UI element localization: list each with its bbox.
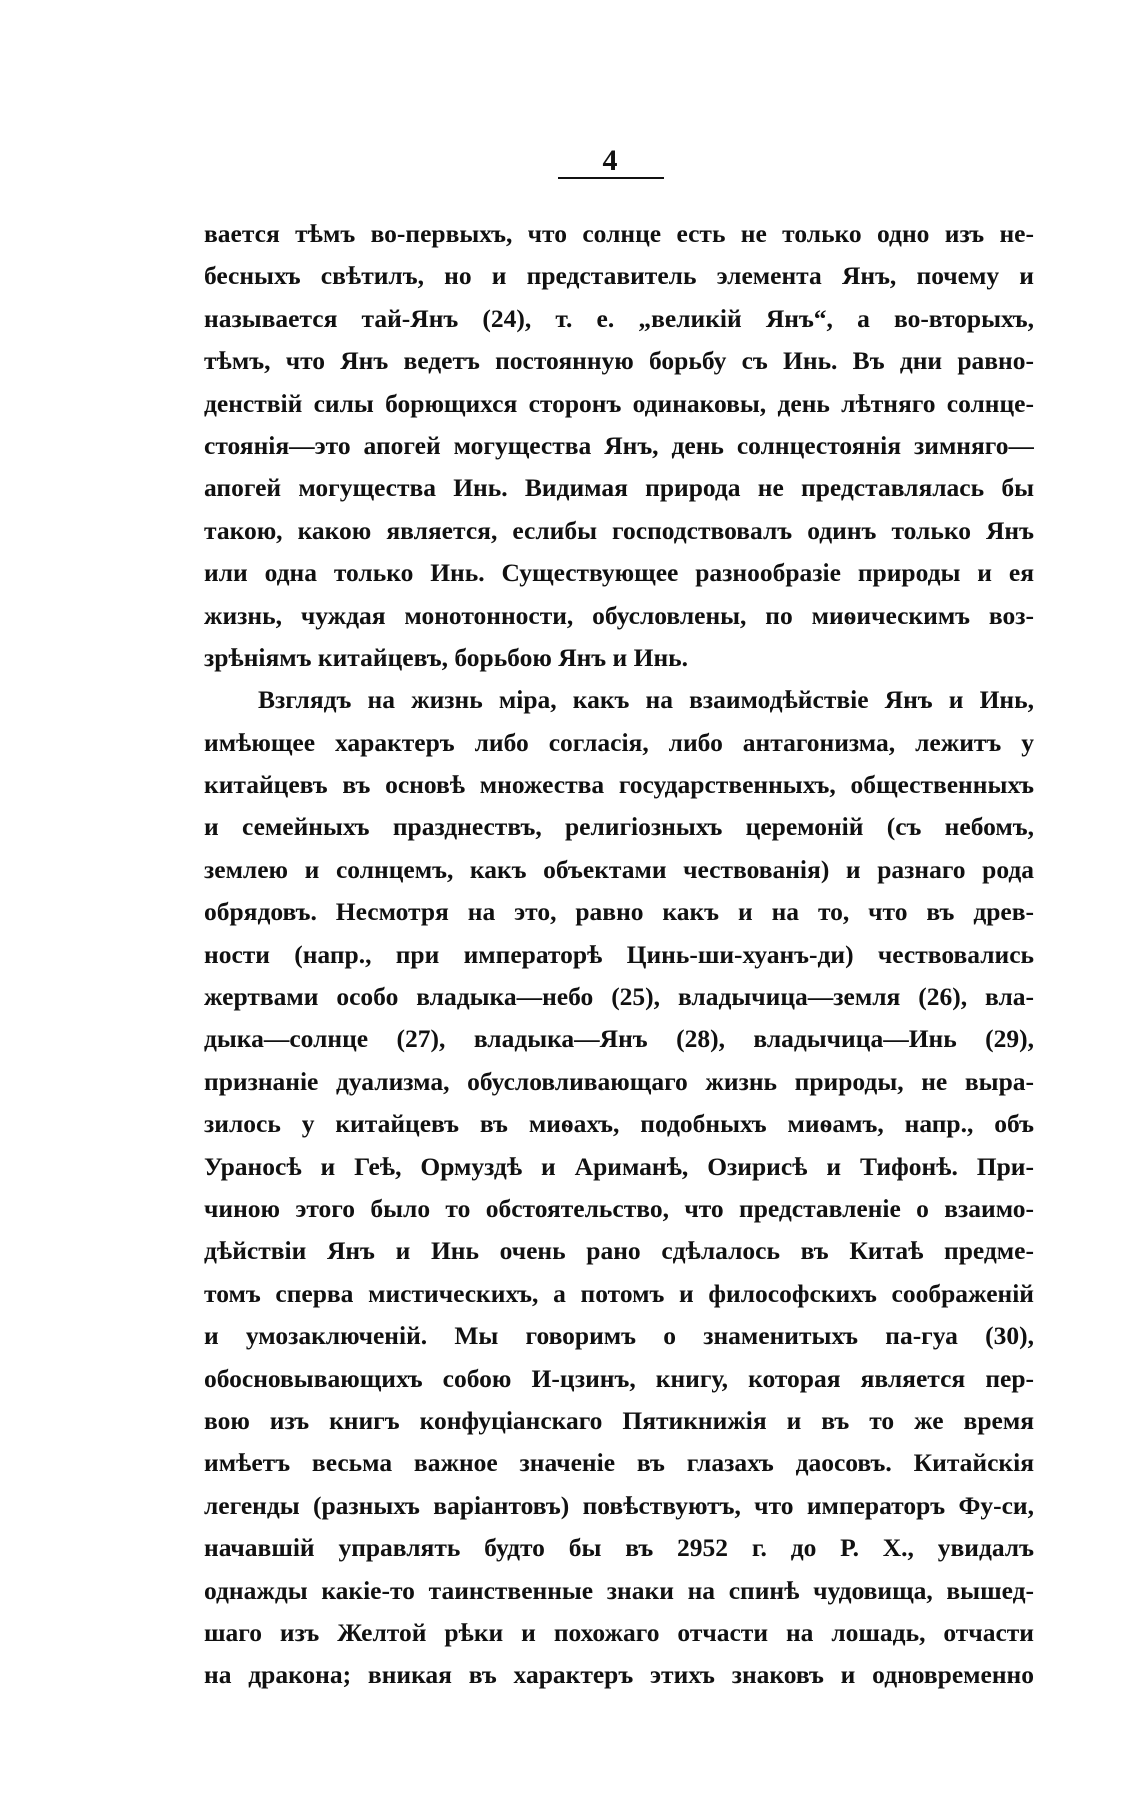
text-line: обосновывающихъ собою И-цзинъ, книгу, которая является пер- — [204, 1363, 1034, 1393]
text-line: называется тай-Янъ (24), т. е. „великій Янъ“, а во-вторыхъ, — [204, 303, 1034, 333]
text-line: или одна только Инь. Существующее разнообразіе природы и ея — [204, 558, 1034, 588]
text-line: признаніе дуализма, обусловливающаго жизнь природы, не выра- — [204, 1066, 1034, 1096]
text-line: и умозаключеній. Мы говоримъ о знаменитыхъ па-гуа (30), — [204, 1321, 1034, 1351]
text-line: имѣетъ весьма важное значеніе въ глазахъ даосовъ. Китайскія — [204, 1448, 1034, 1478]
text-line: начавшій управлять будто бы въ 2952 г. до Р. Х., увидалъ — [204, 1533, 1034, 1563]
text-line: однажды какіе-то таинственные знаки на спинѣ чудовища, вышед- — [204, 1575, 1034, 1605]
text-line: зрѣніямъ китайцевъ, борьбою Янъ и Инь. — [204, 642, 689, 672]
text-line: легенды (разныхъ варіантовъ) повѣствуютъ, что императоръ Фу-си, — [204, 1490, 1034, 1520]
text-line: Взглядъ на жизнь міра, какъ на взаимодѣйствіе Янъ и Инь, — [258, 685, 1034, 715]
body-text — [204, 213, 1034, 1697]
paragraph-2 — [204, 679, 1034, 1696]
paragraph-1 — [204, 213, 1034, 679]
text-line: томъ сперва мистическихъ, а потомъ и философскихъ соображеній — [204, 1278, 1034, 1308]
text-line: дыка—солнце (27), владыка—Янъ (28), владычица—Инь (29), — [204, 1024, 1034, 1054]
text-line: жертвами особо владыка—небо (25), владычица—земля (26), вла- — [204, 982, 1034, 1012]
text-line: стоянія—это апогей могущества Янъ, день солнцестоянія зимняго— — [204, 430, 1034, 460]
text-line: обрядовъ. Несмотря на это, равно какъ и на то, что въ древ- — [204, 897, 1034, 927]
text-line: землею и солнцемъ, какъ объектами чествованія) и разнаго рода — [204, 854, 1034, 884]
text-line: ности (напр., при императорѣ Цинь-ши-хуанъ-ди) чествовались — [204, 939, 1034, 969]
text-line: бесныхъ свѣтилъ, но и представитель элемента Янъ, почему и — [204, 261, 1034, 291]
text-line: денствій силы борющихся сторонъ одинаковы, день лѣтняго солнце- — [204, 388, 1034, 418]
text-line: и семейныхъ празднествъ, религіозныхъ церемоній (съ небомъ, — [204, 812, 1034, 842]
text-line: вается тѣмъ во-первыхъ, что солнце есть не только одно изъ не- — [204, 219, 1034, 248]
page-number: 4 — [602, 144, 618, 177]
page-number-rule — [558, 177, 664, 179]
text-line: такою, какою является, еслибы господствовалъ одинъ только Янъ — [204, 515, 1034, 545]
text-line: китайцевъ въ основѣ множества государственныхъ, общественныхъ — [204, 770, 1034, 800]
text-line: шаго изъ Желтой рѣки и похожаго отчасти на лошадь, отчасти — [204, 1617, 1034, 1647]
text-line: чиною этого было то обстоятельство, что представленіе о взаимо- — [204, 1193, 1034, 1223]
text-line: зилось у китайцевъ въ миѳахъ, подобныхъ миѳамъ, напр., объ — [204, 1109, 1034, 1139]
text-line: имѣющее характеръ либо согласія, либо антагонизма, лежитъ у — [204, 727, 1034, 757]
text-line: тѣмъ, что Янъ ведетъ постоянную борьбу съ Инь. Въ дни равно- — [204, 346, 1034, 376]
text-line: жизнь, чуждая монотонности, обусловлены, по миѳическимъ воз- — [204, 600, 1034, 630]
text-line: Ураносѣ и Геѣ, Ормуздѣ и Ариманѣ, Озирисѣ и Тифонѣ. При- — [204, 1151, 1034, 1181]
text-line: на дракона; вникая въ характеръ этихъ знаковъ и одновременно — [204, 1660, 1034, 1690]
text-line: вою изъ книгъ конфуціанскаго Пятикнижія и въ то же время — [204, 1405, 1034, 1435]
text-line: апогей могущества Инь. Видимая природа не представлялась бы — [204, 473, 1034, 503]
text-line: дѣйствіи Янъ и Инь очень рано сдѣлалось въ Китаѣ предме- — [204, 1236, 1034, 1266]
